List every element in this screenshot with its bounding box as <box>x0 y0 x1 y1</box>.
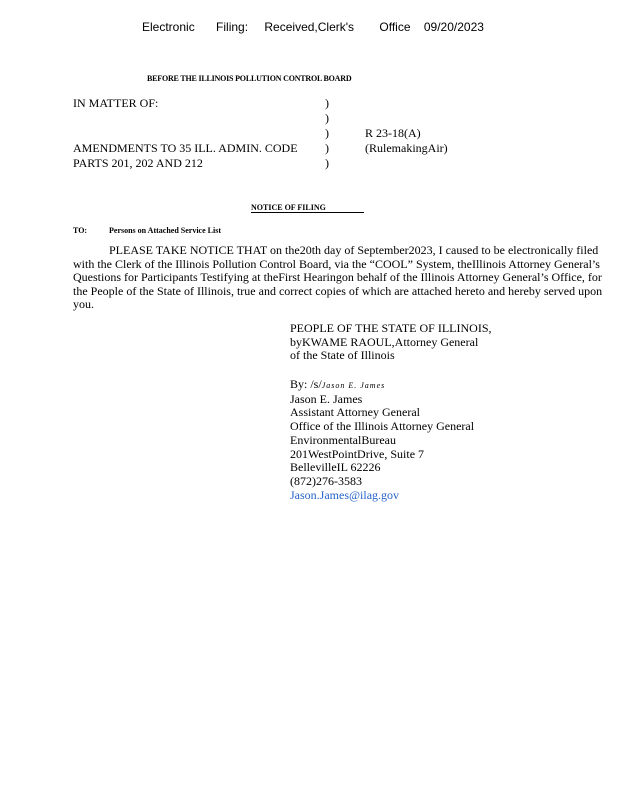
to-label: TO: <box>73 226 88 235</box>
caption-in-matter: IN MATTER OF: <box>73 96 159 110</box>
electronic-signature: Jason E. James <box>321 381 386 390</box>
notice-paragraph: PLEASE TAKE NOTICE THAT on the20th day of September2023, I caused to be electronically filed with the Clerk of the Illinois Pollution Control Board, via the “COOL” System, theIllinois Attorney General’s Questions for Participants Testifying at theFirst Hearingon behalf of the Illinois Attorney General’s Office, for the People of the State of Illinois, true and correct copies of which are attached hereto and hereby served upon you. <box>73 243 603 312</box>
by-label: By: /s/ <box>290 377 322 391</box>
signer-address-1: 201WestPointDrive, Suite 7 <box>290 446 425 461</box>
signature-line: of the State of Illinois <box>290 348 395 363</box>
caption-paren: ) <box>325 126 329 140</box>
filing-stamp-part: Electronic <box>142 20 195 34</box>
caption-parts: PARTS 201, 202 AND 212 <box>73 156 203 170</box>
filing-stamp-part: Filing: <box>216 20 249 34</box>
filing-stamp <box>142 20 484 34</box>
signer-bureau: EnvironmentalBureau <box>290 432 396 447</box>
signature-by-line <box>290 378 610 393</box>
caption-paren: ) <box>325 111 329 125</box>
filing-stamp-part: Received,Clerk's <box>264 20 355 34</box>
notice-title: NOTICE OF FILING <box>251 203 364 213</box>
board-heading: BEFORE THE ILLINOIS POLLUTION CONTROL BOARD <box>147 74 352 83</box>
signer-email-link[interactable]: Jason.James@ilag.gov <box>290 487 400 502</box>
caption-paren: ) <box>325 156 329 170</box>
signature-line: byKWAME RAOUL,Attorney General <box>290 334 479 349</box>
signature-line: PEOPLE OF THE STATE OF ILLINOIS, <box>290 321 492 335</box>
caption-paren: ) <box>325 96 329 110</box>
caption-amendments: AMENDMENTS TO 35 ILL. ADMIN. CODE <box>73 141 298 155</box>
signer-title: Assistant Attorney General <box>290 405 420 420</box>
signature-block <box>290 378 610 502</box>
case-number: R 23-18(A) <box>365 126 421 140</box>
to-recipients: Persons on Attached Service List <box>109 226 221 235</box>
signature-header <box>290 322 610 363</box>
notice-body <box>73 244 613 312</box>
case-type: (RulemakingAir) <box>365 141 448 155</box>
signer-phone: (872)276-3583 <box>290 473 362 488</box>
signer-name: Jason E. James <box>290 391 363 406</box>
filing-stamp-date: 09/20/2023 <box>423 20 484 34</box>
caption-paren: ) <box>325 141 329 155</box>
filing-stamp-part: Office <box>379 20 411 34</box>
signer-address-2: BellevilleIL 62226 <box>290 460 381 475</box>
signer-office: Office of the Illinois Attorney General <box>290 419 475 434</box>
